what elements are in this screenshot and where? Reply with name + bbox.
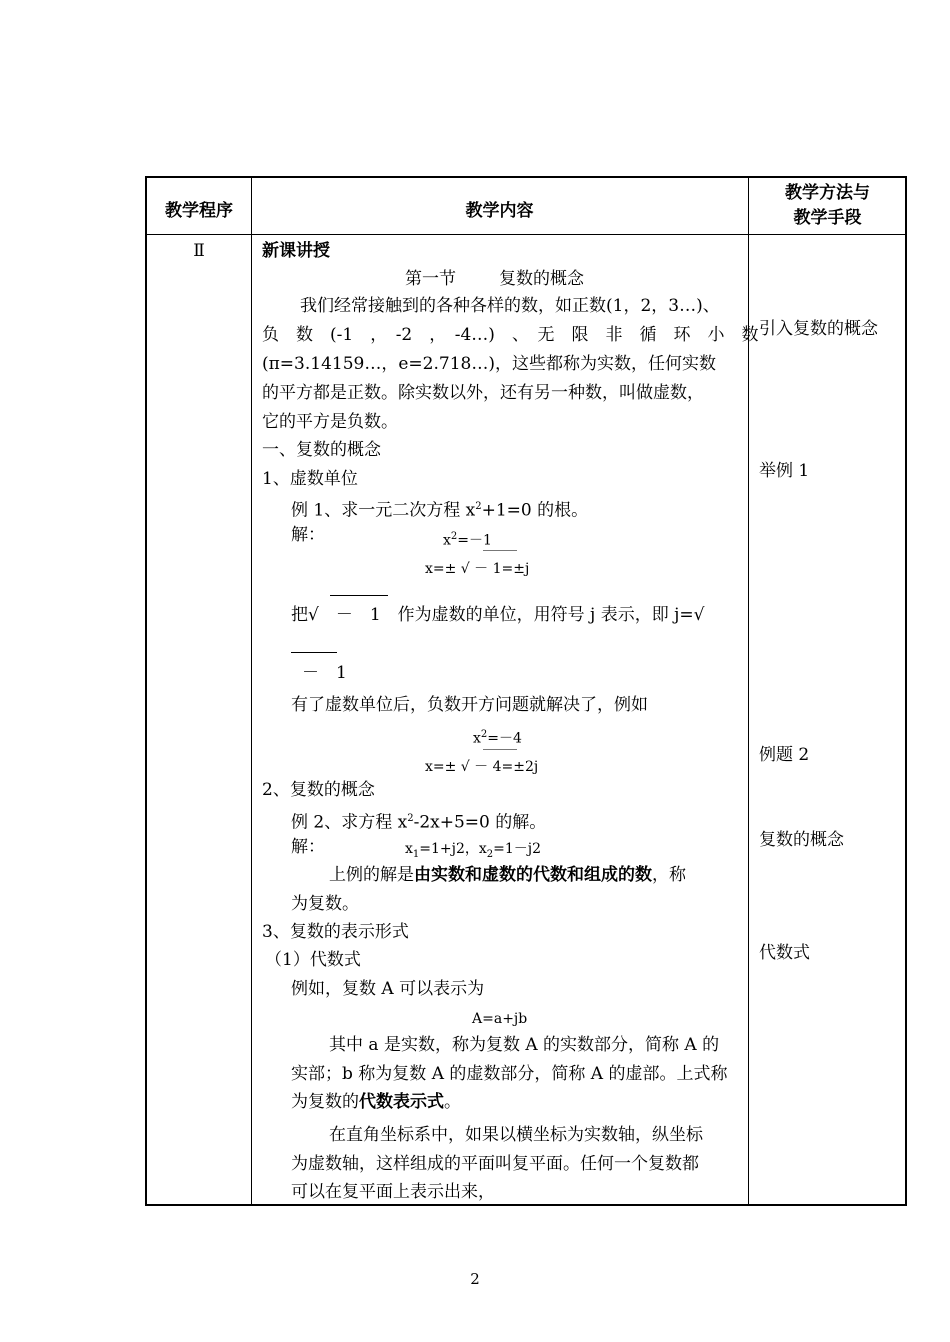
heading-complex-concept: 2、复数的概念: [262, 780, 375, 800]
intro-line: 的平方都是正数。除实数以外，还有另一种数，叫做虚数，: [262, 383, 704, 403]
solve-label: 解：: [291, 525, 325, 545]
solve-label: 解：: [291, 837, 325, 857]
algebraic-equation: A=a+jb: [472, 1011, 528, 1027]
algebraic-desc: 为复数的代数表示式。: [291, 1092, 461, 1112]
method-note: 代数式: [759, 943, 810, 963]
chapter-name: 复数的概念: [499, 269, 584, 289]
heading-algebraic: （1）代数式: [265, 950, 361, 970]
intro-line: (π=3.14159…，e=2.718…)，这些都称为实数，任何实数: [262, 354, 716, 374]
radical-overline: [483, 550, 517, 551]
method-note: 例题 2: [759, 745, 810, 765]
complex-plane-text: 为虚数轴，这样组成的平面叫复平面。任何一个复数都: [291, 1154, 699, 1174]
header-methods: 教学方法与 教学手段: [785, 183, 870, 228]
heading-concept: 一、复数的概念: [262, 440, 381, 460]
complex-plane-text: 可以在复平面上表示出来，: [291, 1182, 495, 1202]
header-divider: [147, 234, 905, 235]
method-note: 举例 1: [759, 461, 810, 481]
page-number: 2: [470, 1270, 480, 1288]
chapter-number: 第一节: [405, 269, 456, 289]
stage-label: Ⅱ: [193, 241, 205, 261]
equation-2a: $x^2=-4$: [473, 729, 522, 747]
section-title: 新课讲授: [262, 241, 330, 261]
algebraic-example: 例如，复数 A 可以表示为: [291, 979, 485, 999]
radical-overline: [483, 749, 517, 750]
intro-line: 负 数 (-1 ， -2 ， -4…) 、 无 限 非 循 环 小 数: [262, 325, 759, 345]
column-divider: [251, 178, 252, 1204]
intro-line: 它的平方是负数。: [262, 412, 398, 432]
lesson-table: [145, 176, 907, 1206]
example-1: 例 1、求一元二次方程 $x^2+1=0$ 的根。: [291, 500, 589, 521]
heading-forms: 3、复数的表示形式: [262, 922, 409, 942]
example-2: 例 2、求方程 $x^2-2x+5=0$ 的解。: [291, 812, 547, 833]
imaginary-unit-def: 把√ － 1 作为虚数的单位，用符号 j 表示，即 j=√: [291, 605, 705, 625]
method-note: 复数的概念: [759, 830, 844, 850]
equation-1b: x=± √ － 1=±j: [425, 561, 530, 577]
intro-line: 我们经常接触到的各种各样的数，如正数(1，2，3…)、: [300, 296, 720, 316]
complex-plane-text: 在直角坐标系中，如果以横坐标为实数轴，纵坐标: [329, 1125, 703, 1145]
algebraic-desc: 实部；b 称为复数 A 的虚数部分，简称 A 的虚部。上式称: [291, 1064, 728, 1084]
header-procedure: 教学程序: [165, 201, 233, 221]
heading-imaginary-unit: 1、虚数单位: [262, 469, 358, 489]
after-unit-text: 有了虚数单位后，负数开方问题就解决了，例如: [291, 695, 648, 715]
radical-overline: [291, 652, 337, 653]
imaginary-unit-def-cont: － 1: [302, 663, 347, 683]
method-note: 引入复数的概念: [759, 319, 878, 339]
equation-2b: x=± √ － 4=±2j: [425, 759, 539, 775]
radical-overline: [330, 595, 388, 596]
algebraic-desc: 其中 a 是实数，称为复数 A 的实数部分，简称 A 的: [329, 1035, 720, 1055]
complex-definition: 上例的解是由实数和虚数的代数和组成的数，称: [329, 865, 686, 885]
equation-roots: $x_1=1+j2$，$x_2=1-j2$: [405, 841, 542, 860]
complex-definition-cont: 为复数。: [291, 894, 359, 914]
header-content: 教学内容: [465, 201, 534, 221]
equation-1a: $x^2=-1$: [443, 531, 492, 549]
